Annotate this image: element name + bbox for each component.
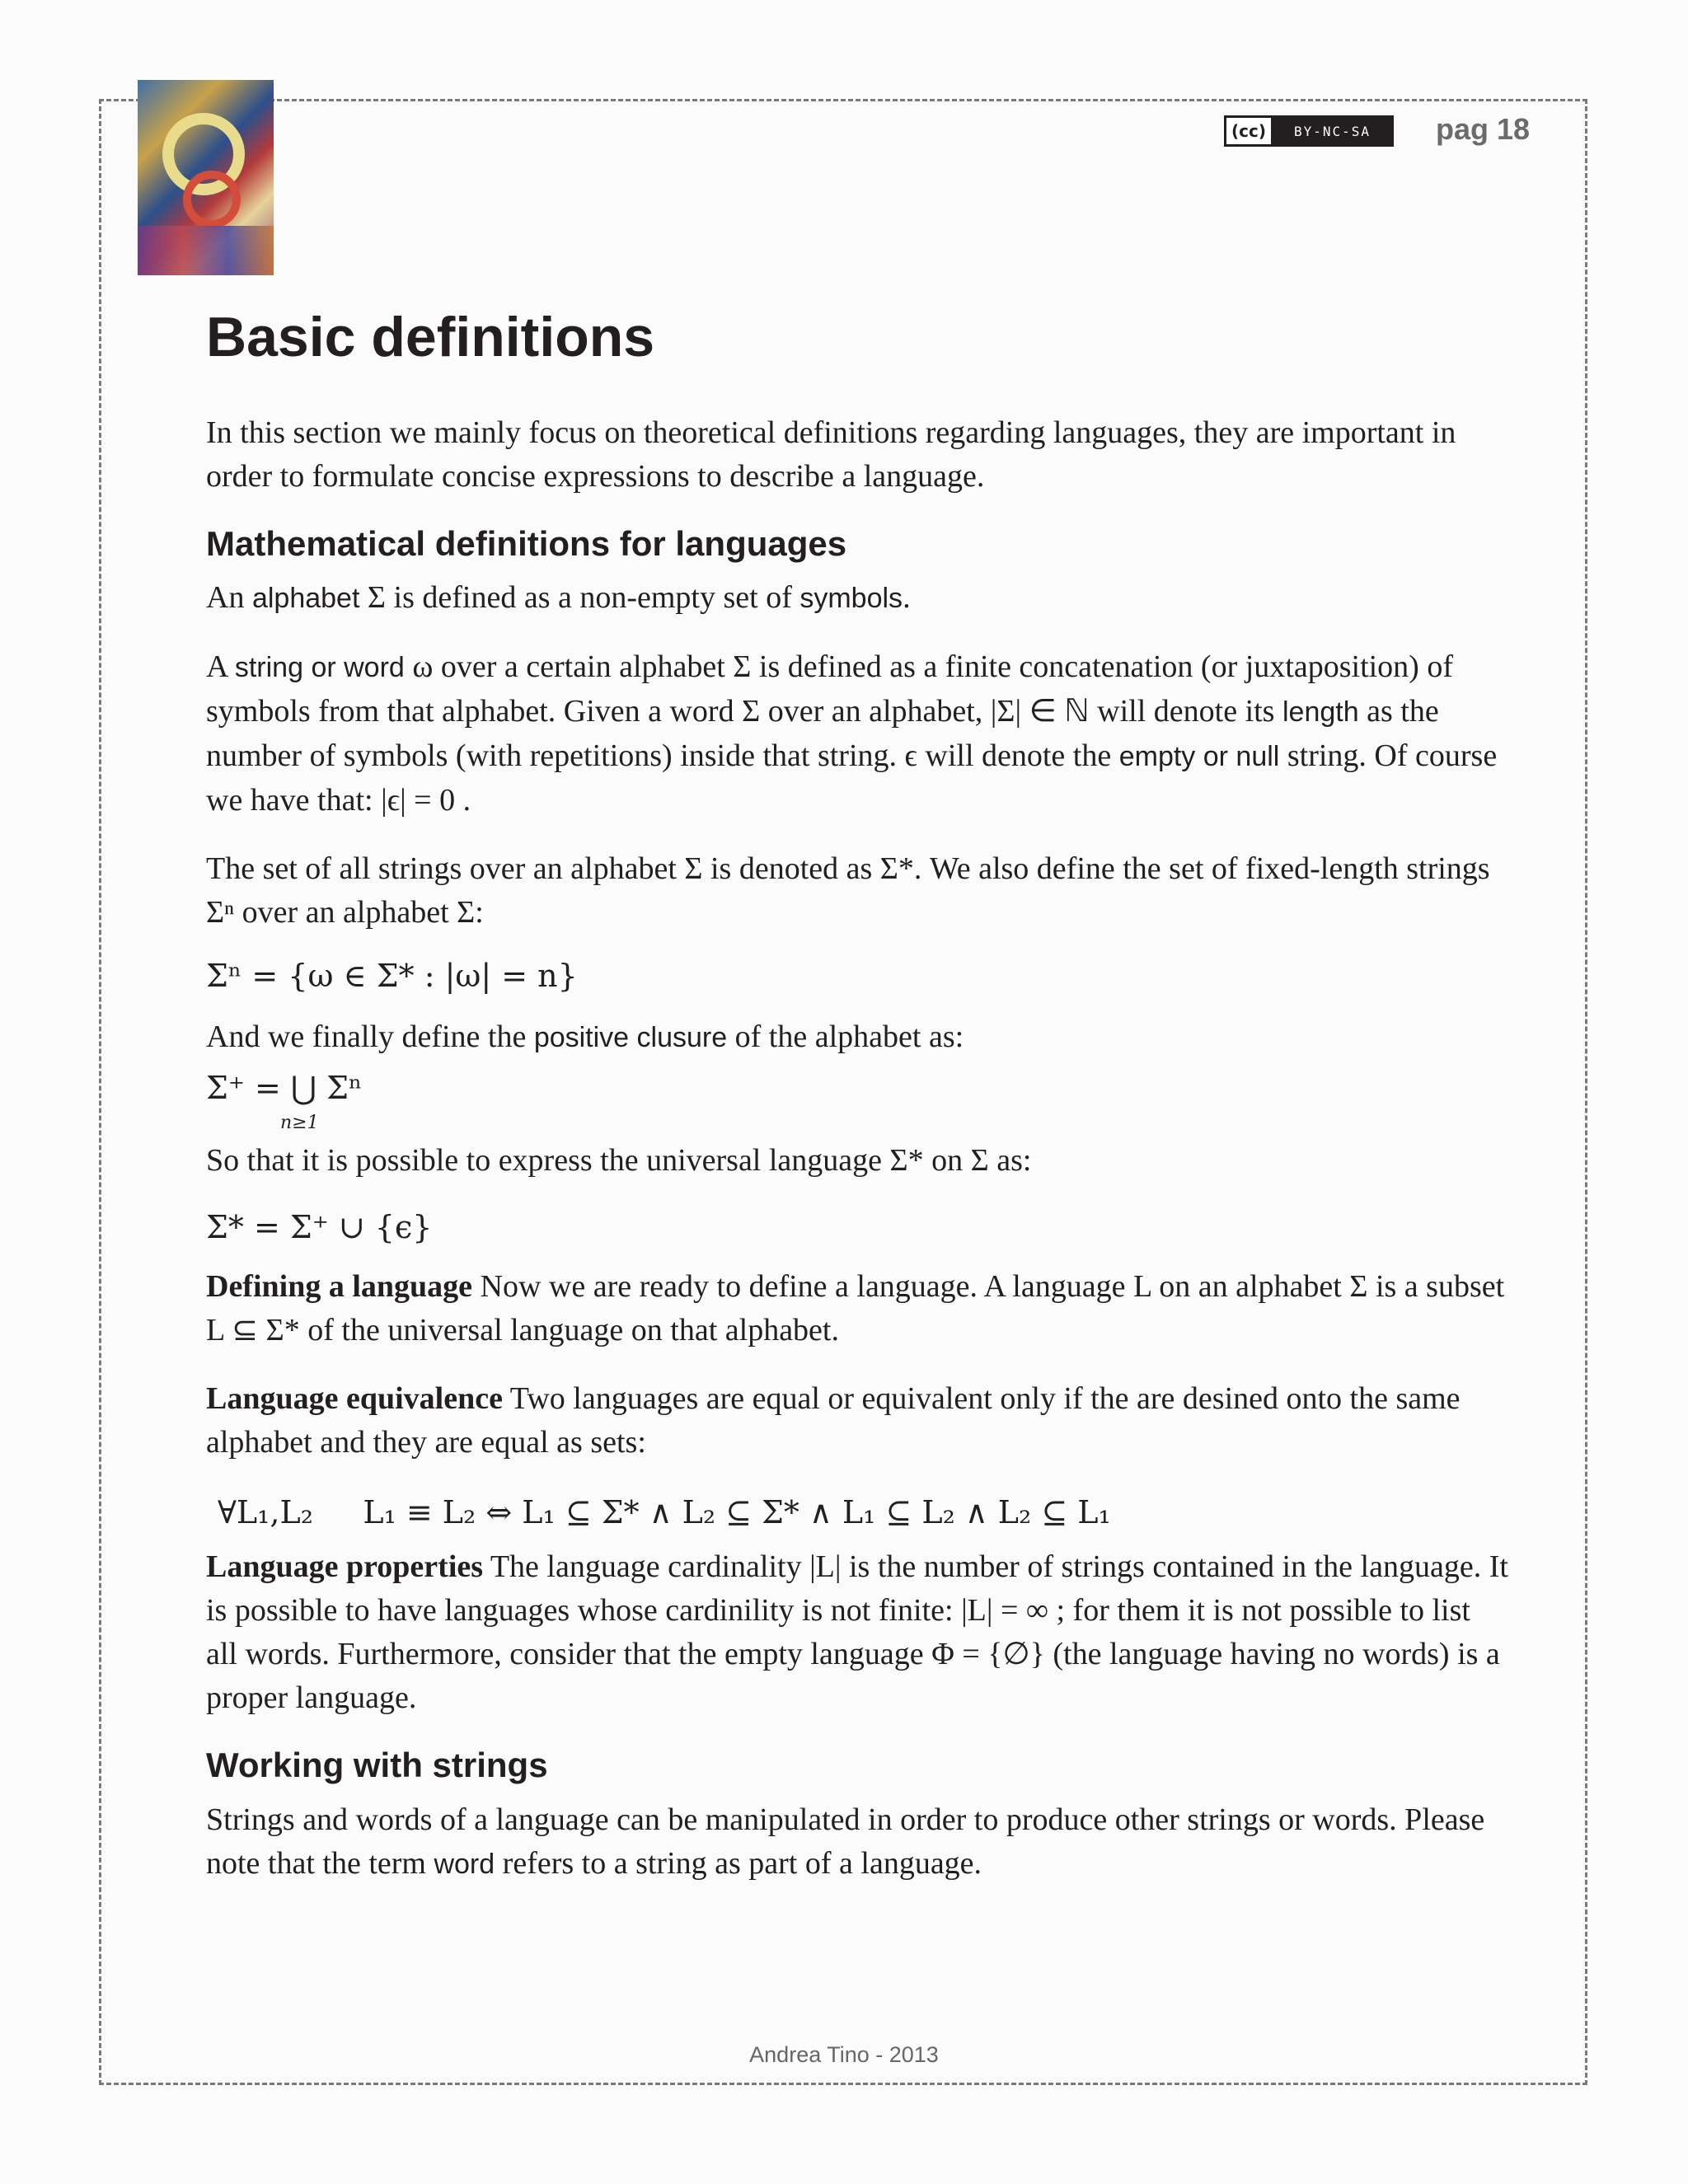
universal-language-paragraph: So that it is possible to express the universal language Σ* on Σ as: <box>206 1143 1032 1179</box>
page-number: pag 18 <box>1436 112 1531 146</box>
equivalence-equation: ∀L₁,L₂ L₁ ≡ L₂ ⇔ L₁ ⊆ Σ* ∧ L₂ ⊆ Σ* ∧ L₁ ⊆ L₂ ∧ L₂ ⊆ L₁ <box>218 1494 1111 1531</box>
alphabet-paragraph: An alphabet Σ is defined as a non-empty set of symbols. <box>206 580 911 616</box>
positive-closure-paragraph: And we finally define the positive clusure of the alphabet as: <box>206 1019 964 1055</box>
page-footer: Andrea Tino - 2013 <box>749 2042 939 2067</box>
cover-thumbnail-image <box>138 80 274 275</box>
page-content <box>206 306 1508 1886</box>
working-strings-paragraph: Strings and words of a language can be manipulated in order to produce other strings or words. Please note that the term word refers to a string as part of a language. <box>206 1802 1485 1881</box>
page-title: Basic definitions <box>206 306 655 368</box>
string-set-paragraph: The set of all strings over an alphabet Σ is denoted as Σ*. We also define the set of fixed-length strings Σⁿ over an alphabet Σ: <box>206 851 1490 930</box>
union-index: n≥1 <box>280 1113 319 1134</box>
section-heading-working-with-strings: Working with strings <box>206 1746 548 1785</box>
language-properties-paragraph: Language properties The language cardinality |L| is the number of strings contained in the language. It is possible to have languages whose cardinility is not finite: |L| = ∞ ; for them it is not possible to list all words. Furthermore, consider that the empty language Φ = {∅} (the language having no words) is a proper language. <box>206 1549 1508 1716</box>
section-heading-math-definitions: Mathematical definitions for languages <box>206 524 847 563</box>
positive-closure-formula: Σ⁺ = ⋃ Σⁿ <box>206 1070 363 1107</box>
positive-closure-equation <box>206 1065 1508 1139</box>
intro-paragraph: In this section we mainly focus on theoretical definitions regarding languages, they are important in order to formulate concise expressions to describe a language. <box>206 415 1456 494</box>
string-paragraph: A string or word ω over a certain alphabet Σ is defined as a finite concatenation (or juxtaposition) of symbols from that alphabet. Given a word Σ over an alphabet, |Σ| ∈ ℕ will denote its length as the number of symbols (with repetitions) inside that string. ϵ will denote the empty or null string. Of course we have that: |ϵ| = 0 . <box>206 649 1498 818</box>
defining-language-paragraph: Defining a language Now we are ready to define a language. A language L on an alphabet Σ is a subset L ⊆ Σ* of the universal language on that alphabet. <box>206 1269 1505 1348</box>
thumbnail-ring-small <box>183 171 241 228</box>
cc-license-badge <box>1224 115 1394 147</box>
cc-logo: (cc) <box>1226 118 1273 144</box>
language-equivalence-paragraph: Language equivalence Two languages are equal or equivalent only if the are desined onto the same alphabet and they are equal as sets: <box>206 1381 1461 1460</box>
fixed-length-equation: Σⁿ = {ω ∈ Σ* : |ω| = n} <box>206 958 578 995</box>
universal-language-equation: Σ* = Σ⁺ ∪ {ϵ} <box>206 1209 433 1246</box>
license-label: BY-NC-SA <box>1273 118 1391 144</box>
thumbnail-buildings <box>138 226 274 275</box>
